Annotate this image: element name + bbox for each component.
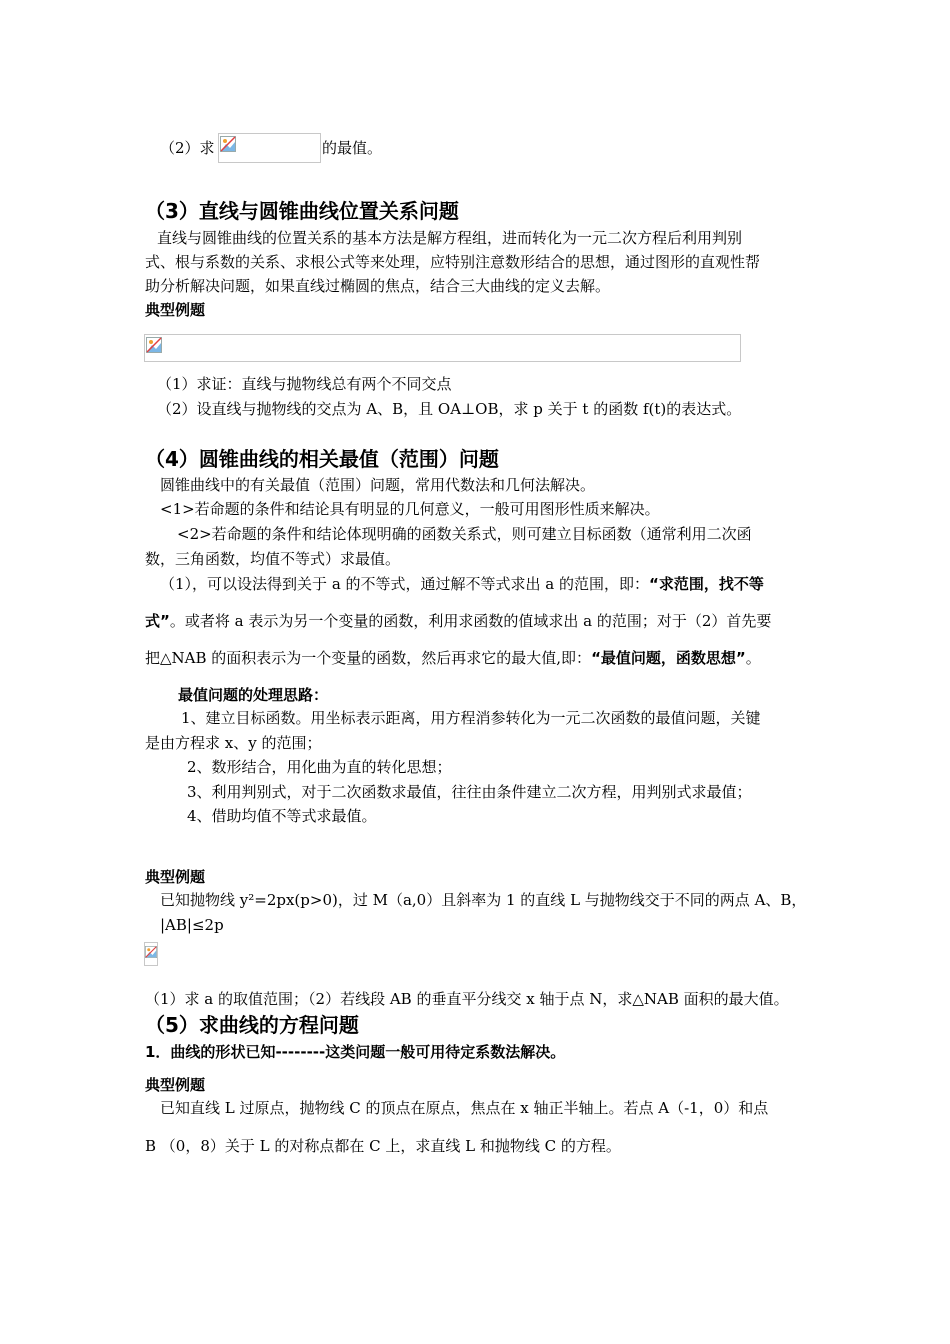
paragraph-line: <2>若命题的条件和结论体现明确的函数关系式，则可建立目标函数（通常利用二次函 <box>177 525 752 543</box>
list-item: 4、借助均值不等式求最值。 <box>187 807 377 825</box>
paragraph-line: <1>若命题的条件和结论具有明显的几何意义，一般可用图形性质来解决。 <box>160 500 660 518</box>
text-line: 的最值。 <box>322 139 383 157</box>
paragraph-line: B （0，8）关于 L 的对称点都在 C 上，求直线 L 和抛物线 C 的方程。 <box>145 1137 621 1155</box>
list-item: 3、利用判别式，对于二次函数求最值，往往由条件建立二次方程，用判别式求最值； <box>187 783 752 801</box>
emphasis-text: 式” <box>145 612 170 630</box>
broken-image-icon <box>220 136 236 152</box>
paragraph-line: 助分析解决问题，如果直线过椭圆的焦点，结合三大曲线的定义去解。 <box>145 277 611 295</box>
example-label: 典型例题 <box>145 1076 206 1094</box>
section-heading: （4）圆锥曲线的相关最值（范围）问题 <box>145 447 499 471</box>
paragraph-line: 直线与圆锥曲线的位置关系的基本方法是解方程组，进而转化为一元二次方程后利用判别 <box>157 229 743 247</box>
text-run: （1），可以设法得到关于 a 的不等式，通过解不等式求出 a 的范围，即： <box>160 575 650 593</box>
paragraph-line: 式、根与系数的关系、求根公式等来处理，应特别注意数形结合的思想，通过图形的直观性帮 <box>145 253 761 271</box>
list-item: 2、数形结合，用化曲为直的转化思想； <box>187 758 452 776</box>
question-line: （1）求证：直线与抛物线总有两个不同交点 <box>157 375 452 393</box>
example-label: 典型例题 <box>145 301 206 319</box>
paragraph-line <box>145 647 761 669</box>
subheading: 1．曲线的形状已知--------这类问题一般可用待定系数法解决。 <box>145 1043 566 1061</box>
text-run: 。 <box>745 649 761 667</box>
subheading: 最值问题的处理思路： <box>178 686 329 704</box>
paragraph-line: 数，三角函数，均值不等式）求最值。 <box>145 550 401 568</box>
emphasis-text: “求范围，找不等 <box>649 575 764 593</box>
problem-image-placeholder <box>144 334 741 362</box>
image-placeholder <box>144 942 158 966</box>
broken-image-icon <box>145 945 157 959</box>
paragraph-line: 已知直线 L 过原点，抛物线 C 的顶点在原点，焦点在 x 轴正半轴上。若点 A（-1，0）和点 <box>160 1099 769 1117</box>
paragraph-line: |AB|≤2p <box>160 916 224 934</box>
paragraph-line <box>160 573 764 595</box>
formula-image-placeholder <box>218 133 321 163</box>
text-run: 。或者将 a 表示为另一个变量的函数，利用求函数的值域求出 a 的范围；对于（2）首先要 <box>169 612 772 630</box>
broken-image-icon <box>146 337 162 353</box>
question-line: （1）求 a 的取值范围；（2）若线段 AB 的垂直平分线交 x 轴于点 N，求△NAB 面积的最大值。 <box>145 990 789 1008</box>
section-heading: （3）直线与圆锥曲线位置关系问题 <box>145 199 459 223</box>
question-line: （2）设直线与抛物线的交点为 A、B，且 OA⊥OB，求 p 关于 t 的函数 f(t)的表达式。 <box>157 400 742 418</box>
section-heading: （5）求曲线的方程问题 <box>145 1013 359 1037</box>
paragraph-line: 圆锥曲线中的有关最值（范围）问题，常用代数法和几何法解决。 <box>160 476 596 494</box>
paragraph-line: 1、建立目标函数。用坐标表示距离，用方程消参转化为一元二次函数的最值问题，关键 <box>181 709 761 727</box>
paragraph-line <box>145 610 771 632</box>
paragraph-line: 已知抛物线 y²=2px(p>0)，过 M（a,0）且斜率为 1 的直线 L 与抛物线交于不同的两点 A、B， <box>160 891 807 909</box>
emphasis-text: “最值问题，函数思想” <box>591 649 746 667</box>
example-label: 典型例题 <box>145 868 206 886</box>
text-line: （2）求 <box>160 139 215 157</box>
text-run: 把△NAB 的面积表示为一个变量的函数，然后再求它的最大值,即： <box>145 649 592 667</box>
paragraph-line: 是由方程求 x、y 的范围； <box>145 734 322 752</box>
